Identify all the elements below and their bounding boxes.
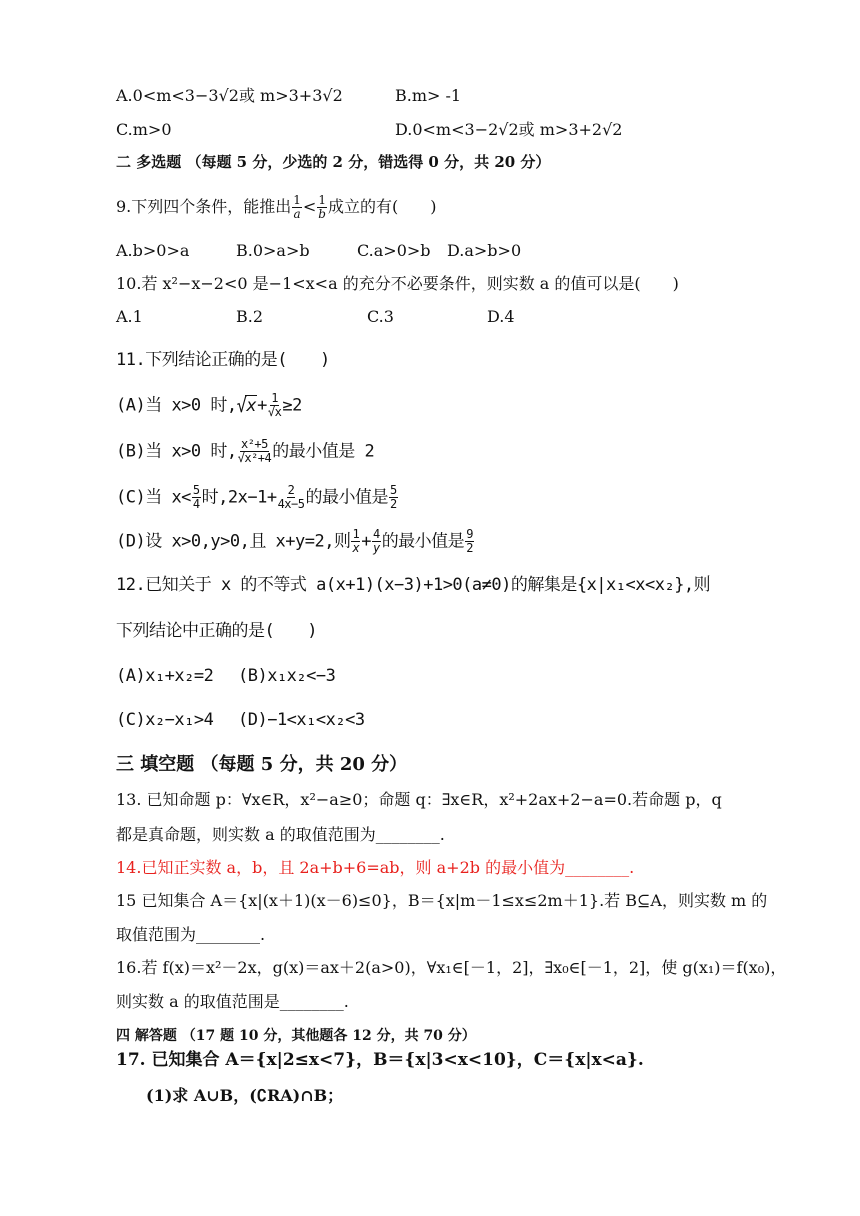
q11-option-d: (D)设 x>0,y>0,且 x+y=2,则 $\frac{1}{x}$ + $\frac{4}{y}$ 的最小值是 $\frac{9}{2}$ [116, 527, 473, 555]
q8-option-d: D.0<m<3−2√2或 m>3+2√2 [395, 120, 623, 139]
fraction-1-over-b: $\frac{1}{b}$ [318, 193, 326, 221]
fraction-1-over-x: $\frac{1}{x}$ [352, 527, 360, 555]
q11-option-b: (B)当 x>0 时, $\frac{\text{x²+5}}{\text{√x²+4}}$ 的最小值是 2 [116, 437, 375, 465]
q10-option-b: B.2 [236, 307, 264, 326]
q12-option-c: (C)x₂−x₁>4 [116, 710, 214, 730]
fraction-1-over-sqrt-x: $\frac{1}{√x}$ [267, 391, 282, 419]
fraction-5-over-4: $\frac{5}{4}$ [192, 483, 200, 511]
q12-option-b: (B)x₁x₂<−3 [238, 666, 336, 686]
fraction-5-over-2: $\frac{5}{2}$ [389, 483, 397, 511]
section-2-heading: 二 多选题 （每题 5 分，少选的 2 分，错选得 0 分，共 20 分） [116, 153, 551, 171]
q8-option-a: A.0<m<3−3√2或 m>3+3√2 [116, 86, 343, 105]
question-13-line1: 13. 已知命题 p：∀x∈R，x²−a≥0；命题 q：∃x∈R，x²+2ax+2−a=0.若命题 p，q [116, 790, 722, 809]
q9-option-b: B.0>a>b [236, 241, 310, 260]
q8-option-c: C.m>0 [116, 120, 172, 139]
q9-option-c: C.a>0>b [357, 241, 431, 260]
section-4-heading: 四 解答题 （17 题 10 分，其他题各 12 分，共 70 分） [116, 1028, 476, 1044]
fraction-9-over-2: $\frac{9}{2}$ [466, 527, 473, 555]
fraction-x2plus5-over-sqrt: $\frac{\text{x²+5}}{\text{√x²+4}}$ [237, 437, 272, 465]
question-16-line1: 16.若 f(x)＝x²－2x，g(x)＝ax＋2(a>0)，∀x₁∈[－1，2]，∃x₀∈[－1，2]，使 g(x₁)＝f(x₀)， [116, 958, 787, 977]
question-9: 9.下列四个条件，能推出 $\frac{1}{a}$ < $\frac{1}{b}$ 成立的有( ) [116, 193, 437, 221]
question-15-line1: 15 已知集合 A＝{x|(x＋1)(x－6)≤0}，B＝{x|m－1≤x≤2m＋1}.若 B⊆A，则实数 m 的 [116, 891, 768, 910]
question-17-stem: 17. 已知集合 A＝{x|2≤x<7}，B＝{x|3<x<10}，C＝{x|x<a}. [116, 1050, 644, 1070]
question-16-line2: 则实数 a 的取值范围是________. [116, 992, 349, 1011]
q11-option-c: (C)当 x< $\frac{5}{4}$ 时,2x−1+ $\frac{2}{4x-5}$ 的最小值是 $\frac{5}{2}$ [116, 483, 397, 511]
question-12-line2: 下列结论中正确的是( ) [116, 621, 317, 641]
section-3-heading: 三 填空题 （每题 5 分，共 20 分） [116, 754, 408, 775]
q10-option-c: C.3 [367, 307, 394, 326]
question-14: 14.已知正实数 a，b，且 2a+b+6=ab，则 a+2b 的最小值为________. [116, 858, 635, 877]
q12-option-a: (A)x₁+x₂=2 [116, 666, 214, 686]
fraction-1-over-a: $\frac{1}{a}$ [293, 193, 301, 221]
question-17-part1: (1)求 A∪B，(∁RA)∩B； [146, 1086, 344, 1105]
fraction-2-over-4x-5: $\frac{2}{4x-5}$ [277, 483, 305, 511]
q12-option-d: (D)−1<x₁<x₂<3 [238, 710, 365, 730]
q8-option-b: B.m> -1 [395, 86, 462, 105]
q10-option-a: A.1 [116, 307, 143, 326]
q9-stem-before: 9.下列四个条件，能推出 [116, 197, 292, 216]
q9-option-a: A.b>0>a [116, 241, 190, 260]
q11-option-a: (A)当 x>0 时,√x+ $\frac{1}{√x}$ ≥2 [116, 391, 302, 419]
question-13-line2: 都是真命题，则实数 a 的取值范围为________. [116, 825, 445, 844]
fraction-4-over-y: $\frac{4}{y}$ [372, 527, 380, 555]
question-10: 10.若 x²−x−2<0 是−1<x<a 的充分不必要条件，则实数 a 的值可以是( ) [116, 274, 679, 293]
question-11: 11.下列结论正确的是( ) [116, 350, 330, 370]
q9-stem-after: 成立的有( ) [327, 197, 437, 216]
question-12-line1: 12.已知关于 x 的不等式 a(x+1)(x−3)+1>0(a≠0)的解集是{x|x₁<x<x₂},则 [116, 575, 711, 595]
question-15-line2: 取值范围为________. [116, 925, 266, 944]
q9-option-d: D.a>b>0 [447, 241, 522, 260]
q10-option-d: D.4 [487, 307, 515, 326]
